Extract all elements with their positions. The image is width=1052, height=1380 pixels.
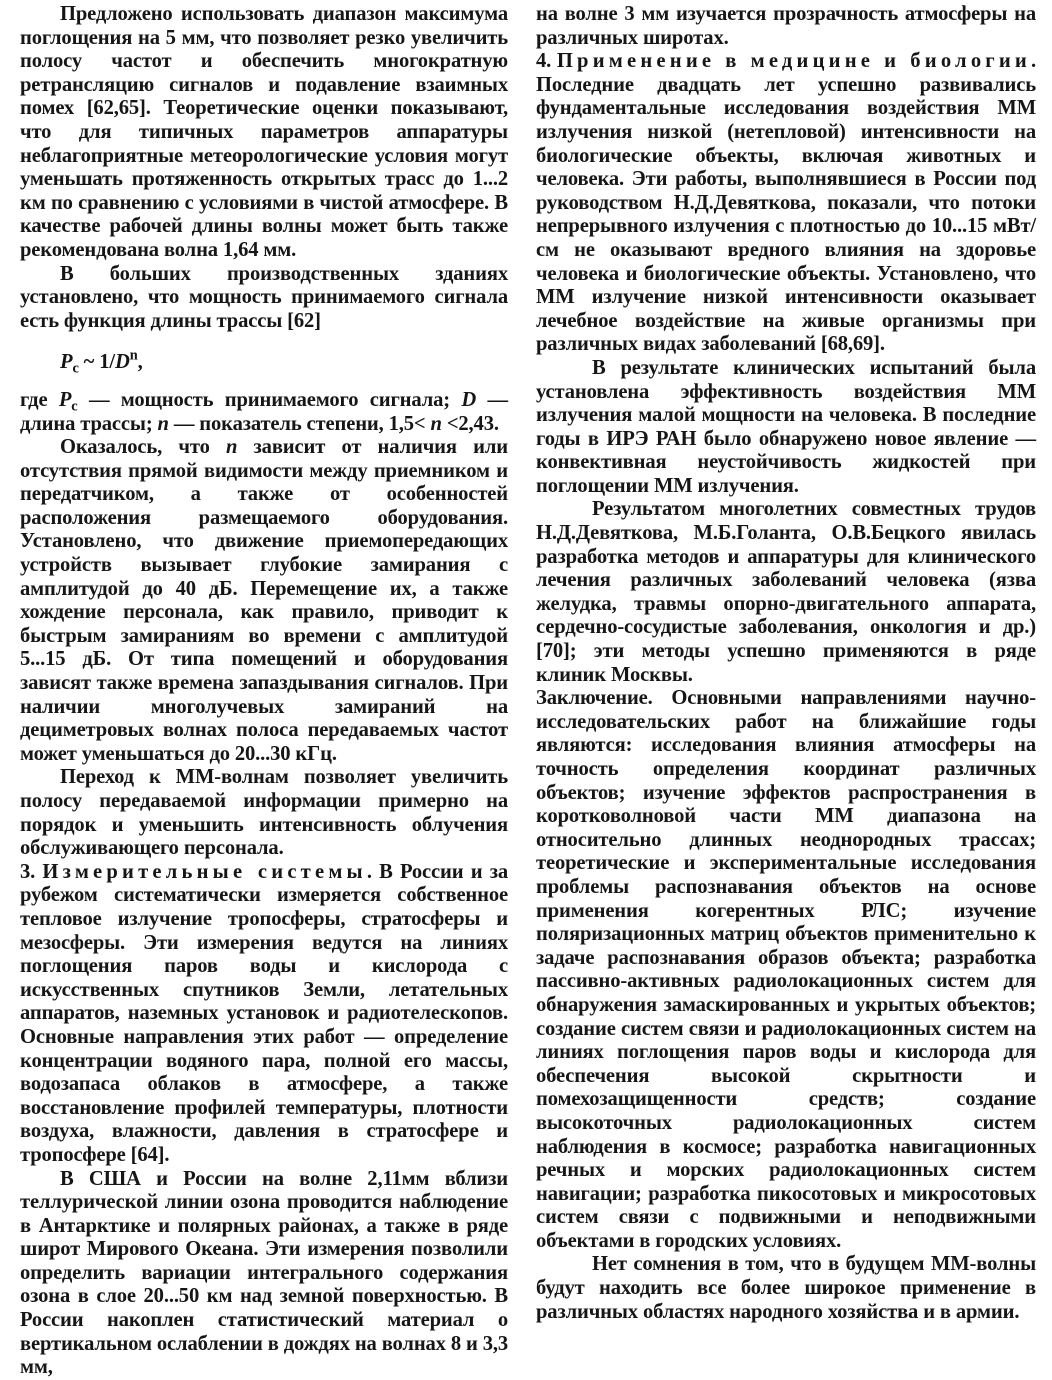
- italic-variable: P: [60, 351, 73, 374]
- paragraph-measuring-systems: [20, 861, 508, 1168]
- italic-variable: D: [461, 388, 477, 411]
- text-run: где: [20, 388, 59, 411]
- text-run: Переход к ММ-волнам позволяет увеличить полосу передаваемой информации примерно на порядок и уменьшить интенсивность облучения обслуживающего персонала.: [20, 766, 508, 860]
- text-run: В результате клинических испытаний была установлена эффективность воздействия ММ излучения малой мощности на человека. В последние годы в ИРЭ РАН было обнаружено новое явление — конвективная неустойчивость жидкостей при поглощении ММ излучения.: [536, 356, 1036, 497]
- italic-variable: n: [225, 436, 238, 459]
- text-run: зависит от наличия или отсутствия прямой видимости между приемником и передатчиком, а также от особенностей расположения размещаемого оборудования. Установлено, что движение приемопередающих устройств вызывает глубокие замирания с амплитудой до 40 дБ. Перемещение их, а также хождение персонала, как правило, приводит к быстрым замираниям во времени с амплитудой 5...15 дБ. От типа помещений и оборудования зависят также времена запаздывания сигналов. При наличии многолучевых замираний на дециметровых волнах полоса передаваемых частот может уменьшаться до 20...30 кГц.: [20, 436, 508, 765]
- subscript: c: [72, 360, 79, 377]
- paragraph-medicine: [536, 50, 1036, 357]
- paragraph-conclusion: [536, 687, 1036, 1253]
- section-heading: Применение в медицине и биологии: [556, 50, 1031, 73]
- conclusion-heading: Заключение.: [536, 687, 653, 710]
- italic-variable: D: [114, 351, 130, 374]
- paragraph-buildings: [20, 263, 508, 334]
- formula-power: [60, 347, 508, 377]
- text-run: ,: [137, 351, 143, 374]
- text-run: на волне 3 мм изучается прозрачность атмосферы на различных широтах.: [536, 3, 1036, 49]
- italic-variable: n: [157, 412, 169, 435]
- paragraph-ozone: [20, 1168, 508, 1380]
- text-run: <2,43.: [441, 412, 499, 435]
- text-run: 3.: [20, 860, 43, 883]
- paragraph-5mm-band: [20, 3, 508, 263]
- paragraph-future: [536, 1253, 1036, 1324]
- section-heading: Измерительные системы: [42, 860, 367, 883]
- text-run: — показатель степени, 1,5<: [168, 412, 431, 435]
- italic-variable: n: [430, 412, 442, 435]
- paragraph-clinical-trials: [536, 357, 1036, 499]
- text-run: Результатом многолетних совместных трудов Н.Д.Девяткова, М.Б.Голанта, О.В.Бецкого явилась разработка методов и аппаратуры для клинического лечения различных заболеваний человека (язва желудка, травмы опорно-двигательного аппарата, сердечно-сосудистые заболевания, онкология и др.) [70]; эти методы успешно применяются в ряде клиник Москвы.: [536, 498, 1036, 686]
- text-run: . В России и за рубежом систематически измеряется собственное тепловое излучение тропосферы, стратосферы и мезосферы. Эти измерения ведутся на линиях поглощения паров воды и кислорода с искусственных спутников Земли, летательных аппаратов, наземных установок и радиотелескопов. Основные направления этих работ — определение концентрации водяного пара, полной его массы, водозапаса облаков в атмосфере, а также восстановление профилей температуры, плотности воздуха, влажности, давления в стратосфере и тропосфере [64].: [20, 860, 508, 1166]
- superscript: n: [129, 347, 138, 364]
- italic-variable: P: [58, 388, 72, 411]
- text-run: Основными направлениями научно-исследовательских работ на ближайшие годы являются: исследования влияния атмосферы на точность определения координат различных объектов; изучение эффектов распространения в коротковолновой части ММ диапазона на относительно длинных неоднородных трассах; теоретические и экспериментальные исследования проблемы распознавания объектов на основе применения когерентных РЛС; изучение поляризационных матриц объектов применительно к задаче распознавания образов объекта; разработка пассивно-активных радиолокационных систем для обнаружения замаскированных и укрытых объектов; создание систем связи и радиолокационных систем на линиях поглощения паров воды и кислорода для обеспечения высокой скрытности и помехозащищенности средств; создание высокоточных радиолокационных систем наблюдения в космосе; разработка навигационных речных и морских радиолокационных систем навигации; разработка пикосотовых и микросотовых систем связи с подвижными и неподвижными объектами в городских условиях.: [536, 687, 1036, 1252]
- text-run: В США и России на волне 2,11мм вблизи теллурической линии озона проводится наблюдение в Антарктике и полярных районах, а также в ряде широт Мирового Океана. Эти измерения позволили определить вариации интегрального содержания озона в слое 20...50 км над земной поверхностью. В России накоплен статистический материал о вертикальном ослаблении в дождях на волнах 8 и 3,3 мм,: [20, 1167, 508, 1379]
- paragraph-formula-legend: [20, 389, 508, 436]
- paragraph-devyatkov-work: [536, 498, 1036, 687]
- paragraph-3mm-transparency: [536, 3, 1036, 50]
- paragraph-line-of-sight: [20, 436, 508, 766]
- text-run: 4.: [536, 50, 557, 73]
- text-run: Оказалось, что: [60, 436, 226, 459]
- paragraph-mm-transition: [20, 766, 508, 860]
- left-column: [20, 3, 508, 1380]
- text-run: Предложено использовать диапазон максимума поглощения на 5 мм, что позволяет резко увеличить полосу частот и обеспечить многократную ретрансляцию сигналов и подавление взаимных помех [62,65]. Теоретические оценки показывают, что для типичных параметров аппаратуры неблагоприятные метеорологические условия могут уменьшать протяженность открытых трасс до 1...2 км по сравнению с условиями в чистой атмосфере. В качестве рабочей длины волны может быть также рекомендована волна 1,64 мм.: [20, 3, 508, 261]
- text-run: — длина трассы;: [20, 388, 508, 435]
- text-run: — мощность принимаемого сигнала;: [77, 388, 462, 411]
- text-run: Нет сомнения в том, что в будущем ММ-волны будут находить все более широкое применение в различных областях народного хозяйства и в армии.: [536, 1253, 1036, 1323]
- text-run: ~ 1/: [78, 351, 115, 374]
- subscript: c: [71, 398, 78, 415]
- right-column: [536, 3, 1036, 1324]
- text-run: . Последние двадцать лет успешно развивались фундаментальные исследования воздействия ММ излучения низкой (нетепловой) интенсивности на биологические объекты, включая животных и человека. Эти работы, выполнявшиеся в России под руководством Н.Д.Девяткова, показали, что потоки непрерывного излучения с плотностью до 10...15 мВт/см не оказывают вредного влияния на здоровье человека и биологические объекты. Установлено, что ММ излучение низкой интенсивности оказывает лечебное воздействие на живые организмы при различных видах заболеваний [68,69].: [536, 50, 1036, 356]
- text-run: В больших производственных зданиях установлено, что мощность принимаемого сигнала есть функция длины трассы [62]: [20, 262, 508, 332]
